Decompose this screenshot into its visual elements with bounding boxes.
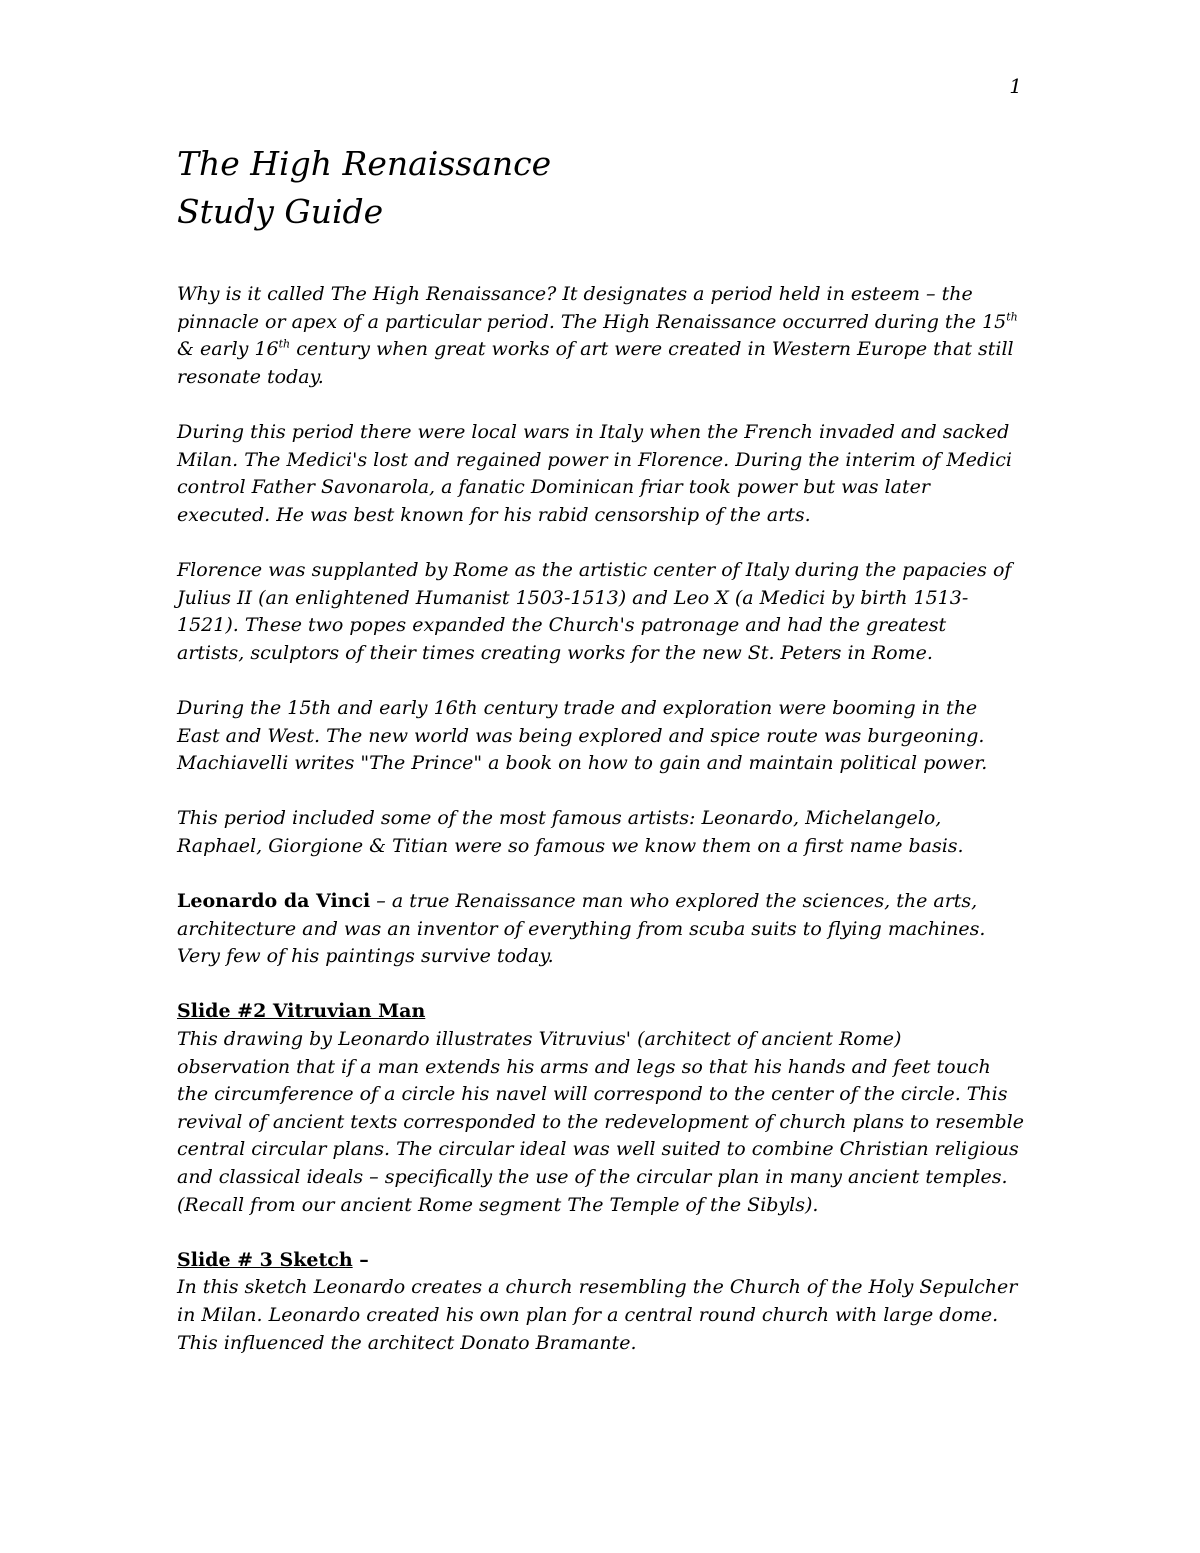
text-segment: century when great works of art were created in Western Europe that still (290, 338, 1014, 361)
paragraph-famous-artists (177, 805, 1037, 860)
text-line: Florence was supplanted by Rome as the artistic center of Italy during the papacies of (177, 558, 1012, 581)
text-line: observation that if a man extends his arms and legs so that his hands and feet touch (177, 1055, 991, 1078)
superscript: th (278, 337, 291, 351)
title-line-2: Study Guide (177, 192, 384, 231)
text-line: in Milan. Leonardo created his own plan for a central round church with large dome. (177, 1303, 999, 1326)
paragraph-leonardo (177, 888, 1037, 971)
document-title (177, 140, 551, 236)
section-slide-3 (177, 1247, 1037, 1357)
text-line: Why is it called The High Renaissance? It designates a period held in esteem – the (177, 283, 973, 305)
section-heading-line (177, 998, 1037, 1026)
text-line: In this sketch Leonardo creates a church resembling the Church of the Holy Sepulcher (177, 1276, 1018, 1299)
paragraph-trade-exploration (177, 695, 1037, 778)
section-slide-2 (177, 998, 1037, 1219)
text-line: Machiavelli writes "The Prince" a book on how to gain and maintain political power. (177, 752, 988, 775)
text-line: This drawing by Leonardo illustrates Vitruvius' (architect of ancient Rome) (177, 1028, 902, 1051)
text-line: Milan. The Medici's lost and regained power in Florence. During the interim of Medici (177, 448, 1013, 471)
text-line: This influenced the architect Donato Bramante. (177, 1331, 637, 1354)
text-line (177, 336, 1037, 364)
section-heading-slide-3: Slide # 3 Sketch (177, 1248, 353, 1271)
text-line: architecture and was an inventor of everything from scuba suits to flying machines. (177, 917, 986, 940)
text-line: Raphael, Giorgione & Titian were so famous we know them on a first name basis. (177, 834, 964, 857)
text-line: (Recall from our ancient Rome segment The Temple of the Sibyls). (177, 1193, 819, 1216)
text-line: central circular plans. The circular ideal was well suited to combine Christian religious (177, 1138, 1019, 1161)
section-heading-line (177, 1247, 1037, 1275)
text-line: and classical ideals – specifically the use of the circular plan in many ancient temples. (177, 1166, 1008, 1188)
document-body (177, 281, 1037, 1385)
superscript: th (1006, 310, 1018, 324)
text-line: This period included some of the most famous artists: Leonardo, Michelangelo, (177, 807, 942, 830)
text-segment: – a true Renaissance man who explored the sciences, the arts, (370, 890, 978, 913)
text-line: executed. He was best known for his rabid censorship of the arts. (177, 503, 811, 526)
text-line (177, 309, 1037, 337)
text-segment: & early 16 (177, 338, 279, 361)
page-number: 1 (1009, 74, 1022, 98)
text-line: During this period there were local wars in Italy when the French invaded and sacked (177, 420, 1010, 443)
text-line: the circumference of a circle his navel will correspond to the center of the circle. This (177, 1083, 1008, 1106)
text-line: 1521). These two popes expanded the Church's patronage and had the greatest (177, 614, 947, 637)
text-line: East and West. The new world was being explored and spice route was burgeoning. (177, 724, 985, 747)
text-line: revival of ancient texts corresponded to the redevelopment of church plans to resemble (177, 1110, 1024, 1133)
text-line: resonate today. (177, 365, 324, 388)
leonardo-name: Leonardo da Vinci (177, 890, 371, 913)
paragraph-local-wars (177, 419, 1037, 529)
text-line: control Father Savonarola, a fanatic Dominican friar took power but was later (177, 476, 930, 499)
heading-suffix: – (352, 1248, 369, 1271)
paragraph-why-high-renaissance (177, 281, 1037, 391)
text-line: Julius II (an enlightened Humanist 1503-1513) and Leo X (a Medici by birth 1513- (177, 586, 969, 609)
text-line (177, 888, 1037, 916)
text-line: Very few of his paintings survive today. (177, 945, 554, 968)
title-line-1: The High Renaissance (177, 144, 552, 183)
text-line: During the 15th and early 16th century trade and exploration were booming in the (177, 696, 978, 719)
section-heading-slide-2: Slide #2 Vitruvian Man (177, 1000, 426, 1023)
text-line: artists, sculptors of their times creating works for the new St. Peters in Rome. (177, 641, 933, 664)
text-segment: pinnacle or apex of a particular period. The High Renaissance occurred during the 15 (177, 310, 1007, 333)
paragraph-florence-rome (177, 557, 1037, 667)
